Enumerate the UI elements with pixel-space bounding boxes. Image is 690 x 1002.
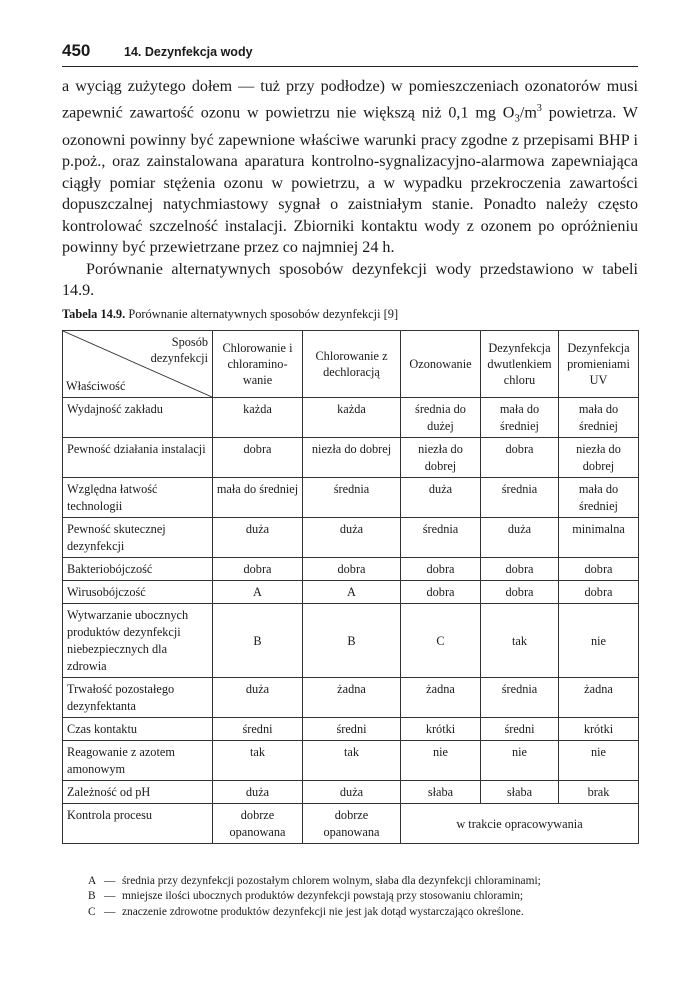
table-cell: nie	[401, 741, 481, 781]
table-cell: mała do średniej	[559, 398, 639, 438]
table-header-row	[63, 331, 639, 398]
table-cell: tak	[213, 741, 303, 781]
note-text: średnia przy dezynfekcji pozostałym chlorem wolnym, słaba dla dezynfekcji chloraminami;	[122, 875, 541, 887]
table-cell: duża	[213, 781, 303, 804]
table-cell: dobra	[213, 438, 303, 478]
table-caption: Tabela 14.9. Porównanie alternatywnych sposobów dezynfekcji [9]	[62, 307, 399, 321]
table-row	[63, 478, 639, 518]
table-row	[63, 398, 639, 438]
note-key: C	[88, 905, 96, 918]
note-key: A	[88, 875, 97, 887]
table-cell: dobra	[401, 581, 481, 604]
note-item: A — średnia przy dezynfekcji pozostałym chlorem wolnym, słaba dla dezynfekcji chloraminami;	[88, 874, 640, 889]
table-row	[63, 781, 639, 804]
row-label: Reagowanie z azotem amonowym	[63, 741, 213, 781]
table-cell: duża	[213, 678, 303, 718]
row-label: Względna łatwość technologii	[63, 478, 213, 518]
table-row	[63, 438, 639, 478]
row-label: Kontrola procesu	[63, 804, 213, 844]
page-number: 450	[62, 41, 91, 60]
note-text: znaczenie zdrowotne produktów dezynfekcji nie jest jak dotąd wystarczająco określone.	[122, 905, 524, 918]
table-cell: tak	[303, 741, 401, 781]
table-cell: żadna	[303, 678, 401, 718]
table-cell: żadna	[401, 678, 481, 718]
table-cell: krótki	[559, 718, 639, 741]
table-cell: średnia	[481, 478, 559, 518]
chapter-title: 14. Dezynfekcja wody	[124, 45, 253, 59]
table-cell: brak	[559, 781, 639, 804]
table-cell: mała do średniej	[481, 398, 559, 438]
row-label: Wirusobójczość	[63, 581, 213, 604]
table-row	[63, 718, 639, 741]
table-row	[63, 741, 639, 781]
table-cell: mała do średniej	[559, 478, 639, 518]
table-cell: dobra	[481, 558, 559, 581]
row-label: Zależność od pH	[63, 781, 213, 804]
table-cell: krótki	[401, 718, 481, 741]
table-cell: każda	[213, 398, 303, 438]
table-row	[63, 518, 639, 558]
table-cell: średnia do dużej	[401, 398, 481, 438]
table-cell: dobra	[303, 558, 401, 581]
table-row	[63, 804, 639, 844]
paragraph-1: a wyciąg zużytego dołem — tuż przy podłodze) w pomieszczeniach ozonatorów musi zapewnić zawartość ozonu w powietrzu nie większą niż 0,1 mg $O_3/m^3$ powietrza. W ozonowni powinny być zapewnione właściwe warunki pracy zgodne z przepisami BHP i p.poż., oraz zainstalowana aparatura kontrolno-sygnalizacyjno-alarmowa zapewniająca ciągły pomiar stężenia ozonu w powietrzu, a w wypadku przekroczenia zawartości dopuszczalnej natychmiastowy sygnał o zaistniałym stanie. Ponadto należy często kontrolować szczelność instalacji. Zbiorniki kontaktu wody z ozonem po opróżnieniu powinny być przewietrzane przez co najmniej 24 h.	[62, 78, 638, 257]
table-cell: C	[401, 604, 481, 678]
table-cell: mała do średniej	[213, 478, 303, 518]
table-cell: dobra	[559, 558, 639, 581]
table-cell: średni	[303, 718, 401, 741]
table-cell: dobrze opanowana	[213, 804, 303, 844]
column-header: Chlorowanie i chloraminowanie	[213, 331, 303, 398]
table-cell: niezła do dobrej	[401, 438, 481, 478]
table-row	[63, 581, 639, 604]
row-label: Wytwarzanie ubocznych produktów dezynfekcji niebezpiecznych dla zdrowia	[63, 604, 213, 678]
page-header	[62, 40, 638, 67]
row-label: Bakteriobójczość	[63, 558, 213, 581]
table-cell: tak	[481, 604, 559, 678]
table-row	[63, 678, 639, 718]
table-cell: żadna	[559, 678, 639, 718]
note-item: B — mniejsze ilości ubocznych produktów dezynfekcji powstają przy stosowaniu chloramin;	[88, 889, 640, 904]
table-cell: dobra	[481, 581, 559, 604]
table-cell: nie	[559, 604, 639, 678]
table-cell: dobra	[401, 558, 481, 581]
body-text	[62, 76, 638, 302]
table-cell: duża	[213, 518, 303, 558]
table-cell: średnia	[481, 678, 559, 718]
table-cell: każda	[303, 398, 401, 438]
row-label: Czas kontaktu	[63, 718, 213, 741]
column-header: Ozonowanie	[401, 331, 481, 398]
row-label: Pewność skutecznej dezynfekcji	[63, 518, 213, 558]
table-cell: nie	[481, 741, 559, 781]
column-header: Dezynfekcja promieniami UV	[559, 331, 639, 398]
note-text: mniejsze ilości ubocznych produktów dezynfekcji powstają przy stosowaniu chloramin;	[122, 890, 524, 903]
table-cell: duża	[401, 478, 481, 518]
column-header: Dezynfekcja dwutlenkiem chloru	[481, 331, 559, 398]
table-cell-merged: w trakcie opracowywania	[401, 804, 639, 844]
row-label: Trwałość pozostałego dezynfektanta	[63, 678, 213, 718]
table-row	[63, 558, 639, 581]
table-cell: duża	[303, 781, 401, 804]
table-cell: dobra	[559, 581, 639, 604]
table-cell: A	[303, 581, 401, 604]
row-label: Wydajność zakładu	[63, 398, 213, 438]
column-header: Chlorowanie z dechloracją	[303, 331, 401, 398]
table-cell: niezła do dobrej	[303, 438, 401, 478]
table-cell: niezła do dobrej	[559, 438, 639, 478]
row-label: Pewność działania instalacji	[63, 438, 213, 478]
table-cell: średnia	[303, 478, 401, 518]
table-cell: dobra	[481, 438, 559, 478]
table-cell: dobrze opanowana	[303, 804, 401, 844]
table-cell: minimalna	[559, 518, 639, 558]
table-notes	[88, 874, 640, 920]
table-cell: średnia	[401, 518, 481, 558]
table-corner-cell	[63, 331, 213, 398]
table-cell: słaba	[481, 781, 559, 804]
comparison-table	[62, 330, 639, 844]
table-cell: średni	[481, 718, 559, 741]
table-cell: duża	[481, 518, 559, 558]
paragraph-2: Porównanie alternatywnych sposobów dezynfekcji wody przedstawiono w tabeli 14.9.	[62, 260, 638, 300]
corner-label-top-2: dezynfekcji	[150, 351, 208, 365]
table-row	[63, 604, 639, 678]
table-cell: B	[303, 604, 401, 678]
corner-label-top: Sposób	[171, 335, 208, 349]
table-cell: duża	[303, 518, 401, 558]
table-cell: nie	[559, 741, 639, 781]
table-cell: B	[213, 604, 303, 678]
table-cell: A	[213, 581, 303, 604]
table-cell: dobra	[213, 558, 303, 581]
table-cell: słaba	[401, 781, 481, 804]
note-item: C — znaczenie zdrowotne produktów dezynfekcji nie jest jak dotąd wystarczająco określone.	[88, 905, 640, 920]
note-key: B	[88, 890, 96, 903]
table-cell: średni	[213, 718, 303, 741]
corner-label-bottom: Właściwość	[66, 379, 126, 393]
